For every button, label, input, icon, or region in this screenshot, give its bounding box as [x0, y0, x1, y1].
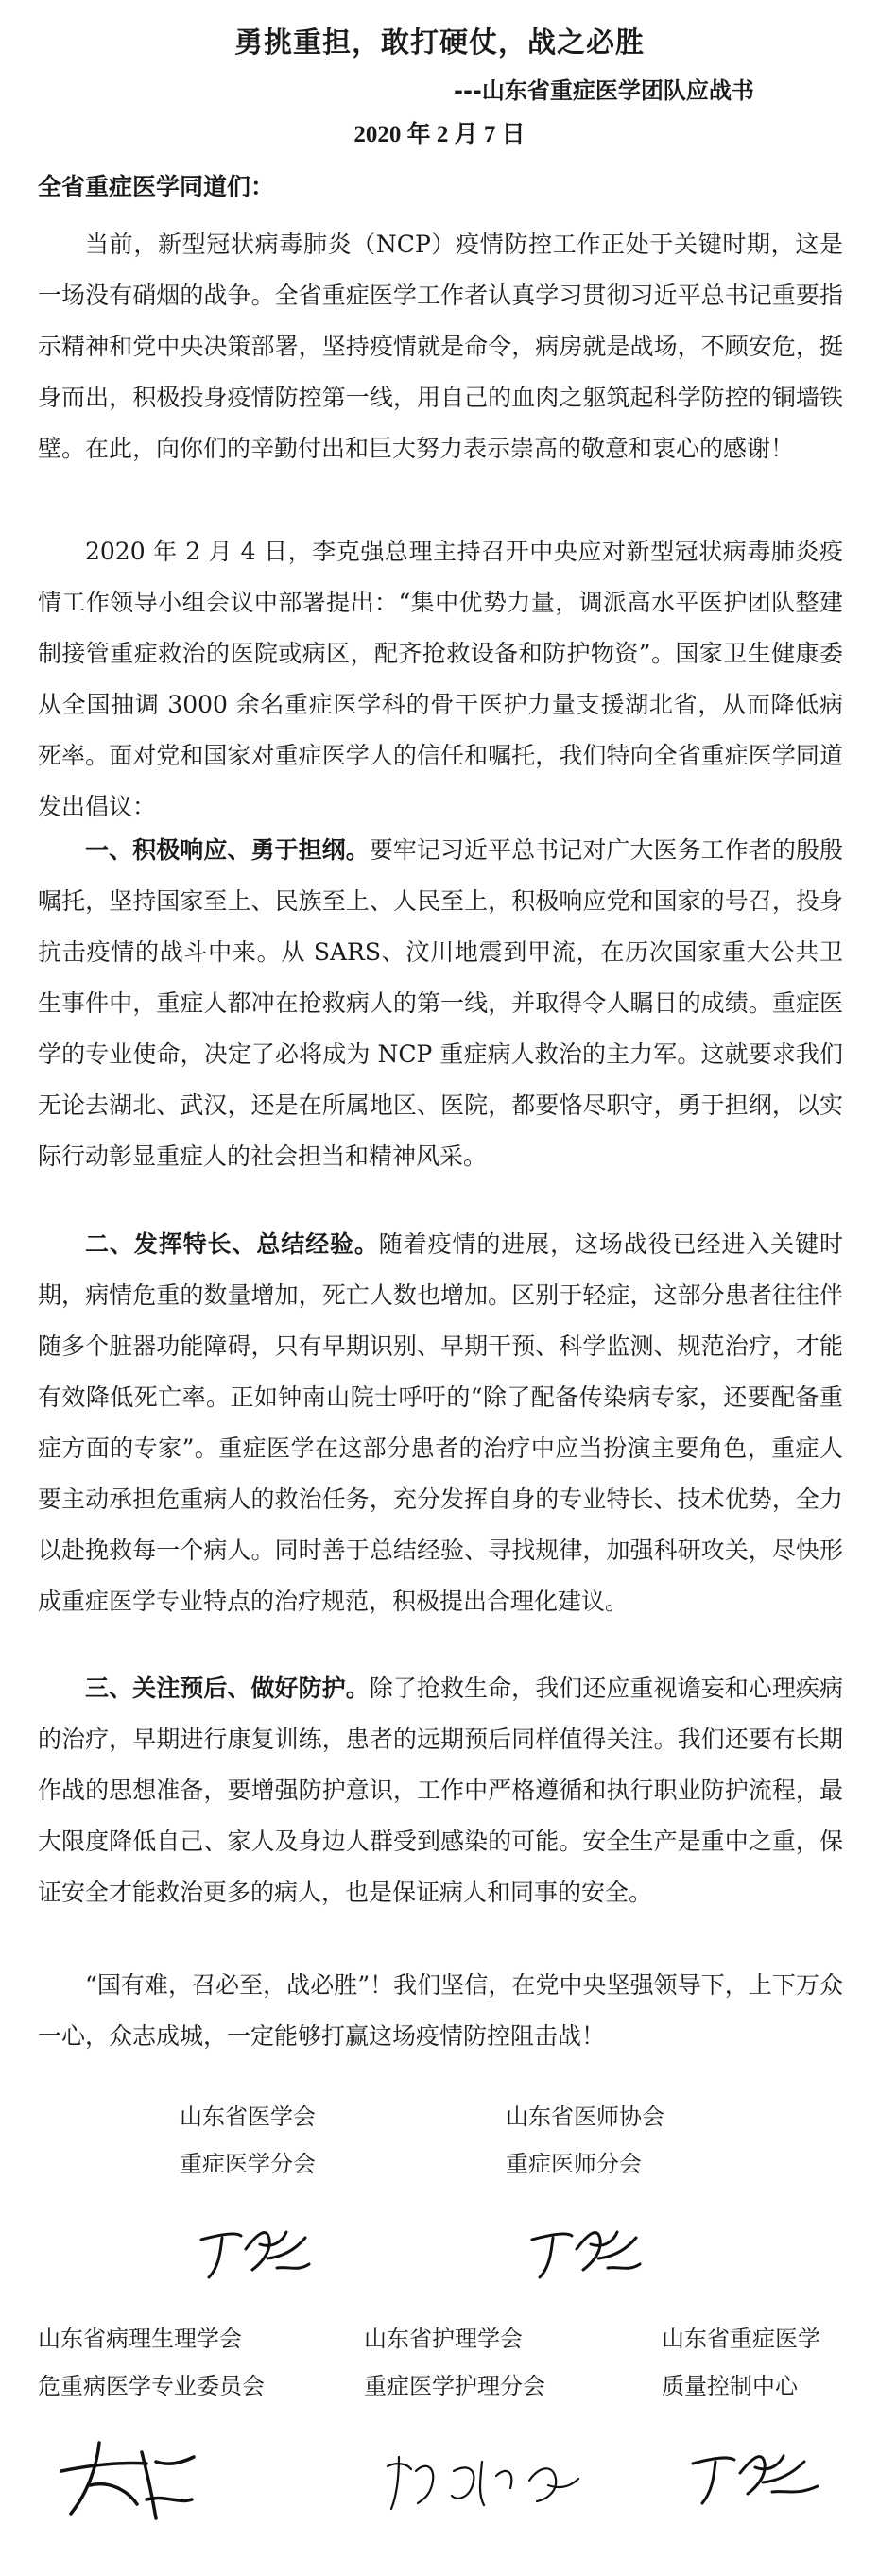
org-name: 山东省护理学会 [364, 2326, 523, 2352]
paragraph-6: “国有难，召必至，战必胜”！我们坚信，在党中央坚强领导下，上下万众一心，众志成城，一定能够打赢这场疫情防控阻击战！ [38, 1971, 843, 2050]
greeting: 全省重症医学同道们： [38, 173, 275, 200]
paragraph-4 [38, 1219, 843, 1627]
section-1-heading: 一、积极响应、勇于担纲。 [85, 836, 370, 864]
org-branch: 重症医师分会 [506, 2151, 642, 2177]
org-branch: 质量控制中心 [662, 2373, 798, 2399]
document-date: 2020 年 2 月 7 日 [353, 122, 526, 147]
paragraph-1: 当前，新型冠状病毒肺炎（NCP）疫情防控工作正处于关键时期，这是一场没有硝烟的战争。全省重症医学工作者认真学习贯彻习近平总书记重要指示精神和党中央决策部署，坚持疫情就是命令，病房就是战场，不顾安危，挺身而出，积极投身疫情防控第一线，用自己的血肉之躯筑起科学防控的铜墙铁壁。在此，向你们的辛勤付出和巨大努力表示崇高的敬意和衷心的感谢！ [38, 231, 843, 462]
paragraph-2: 2020 年 2 月 4 日，李克强总理主持召开中央应对新型冠状病毒肺炎疫情工作领导小组会议中部署提出：“集中优势力量，调派高水平医护团队整建制接管重症救治的医院或病区，配齐抢救设备和防护物资”。国家卫生健康委从全国抽调 3000 余名重症医学科的骨干医护力量支援湖北省，从而降低病死率。面对党和国家对重症医学人的信任和嘱托，我们特向全省重症医学同道发出倡议： [38, 538, 843, 820]
org-name: 山东省医师协会 [506, 2104, 664, 2130]
section-2-body: 随着疫情的进展，这场战役已经进入关键时期，病情危重的数量增加，死亡人数也增加。区别于轻症，这部分患者往往伴随多个脏器功能障碍，只有早期识别、早期干预、科学监测、规范治疗，才能有效降低死亡率。正如钟南山院士呼吁的“除了配备传染病专家，还要配备重症方面的专家”。重症医学在这部分患者的治疗中应当扮演主要角色，重症人要主动承担危重病人的救治任务，充分发挥自身的专业特长、技术优势，全力以赴挽救每一个病人。同时善于总结经验、寻找规律，加强科研攻关，尽快形成重症医学专业特点的治疗规范，积极提出合理化建议。 [38, 1230, 843, 1615]
paragraph-5 [38, 1663, 843, 1918]
signatory-quality-control-center [662, 2315, 820, 2410]
signature-4 [378, 2443, 586, 2518]
paragraph-3 [38, 825, 843, 1182]
signature-3 [52, 2433, 203, 2528]
org-name: 山东省重症医学 [662, 2326, 820, 2352]
signature-5 [685, 2433, 827, 2514]
signature-1 [194, 2211, 317, 2287]
signatory-medical-association [180, 2093, 316, 2188]
document-title: 勇挑重担，敢打硬仗，战之必胜 [234, 26, 645, 60]
signature-2 [525, 2211, 647, 2287]
document-subtitle: ---山东省重症医学团队应战书 [454, 77, 754, 104]
signatory-nursing-association [364, 2315, 545, 2410]
org-branch: 危重病医学专业委员会 [38, 2373, 265, 2399]
org-branch: 重症医学护理分会 [364, 2373, 545, 2399]
org-branch: 重症医学分会 [180, 2151, 316, 2177]
org-name: 山东省病理生理学会 [38, 2326, 242, 2352]
section-3-body: 除了抢救生命，我们还应重视谵妄和心理疾病的治疗，早期进行康复训练，患者的远期预后同样值得关注。我们还要有长期作战的思想准备，要增强防护意识，工作中严格遵循和执行职业防护流程，最大限度降低自己、家人及身边人群受到感染的可能。安全生产是重中之重，保证安全才能救治更多的病人，也是保证病人和同事的安全。 [38, 1674, 843, 1906]
section-2-heading: 二、发挥特长、总结经验。 [85, 1230, 379, 1258]
org-name: 山东省医学会 [180, 2104, 316, 2130]
section-3-heading: 三、关注预后、做好防护。 [85, 1674, 370, 1702]
section-1-body: 要牢记习近平总书记对广大医务工作者的殷殷嘱托，坚持国家至上、民族至上、人民至上，积极响应党和国家的号召，投身抗击疫情的战斗中来。从 SARS、汶川地震到甲流，在历次国家重大公共卫生事件中，重症人都冲在抢救病人的第一线，并取得令人瞩目的成绩。重症医学的专业使命，决定了必将成为 NCP 重症病人救治的主力军。这就要求我们无论去湖北、武汉，还是在所属地区、医院，都要恪尽职守，勇于担纲，以实际行动彰显重症人的社会担当和精神风采。 [38, 836, 843, 1170]
signatory-pathophysiology-society [38, 2315, 265, 2410]
signatory-physician-association [506, 2093, 664, 2188]
